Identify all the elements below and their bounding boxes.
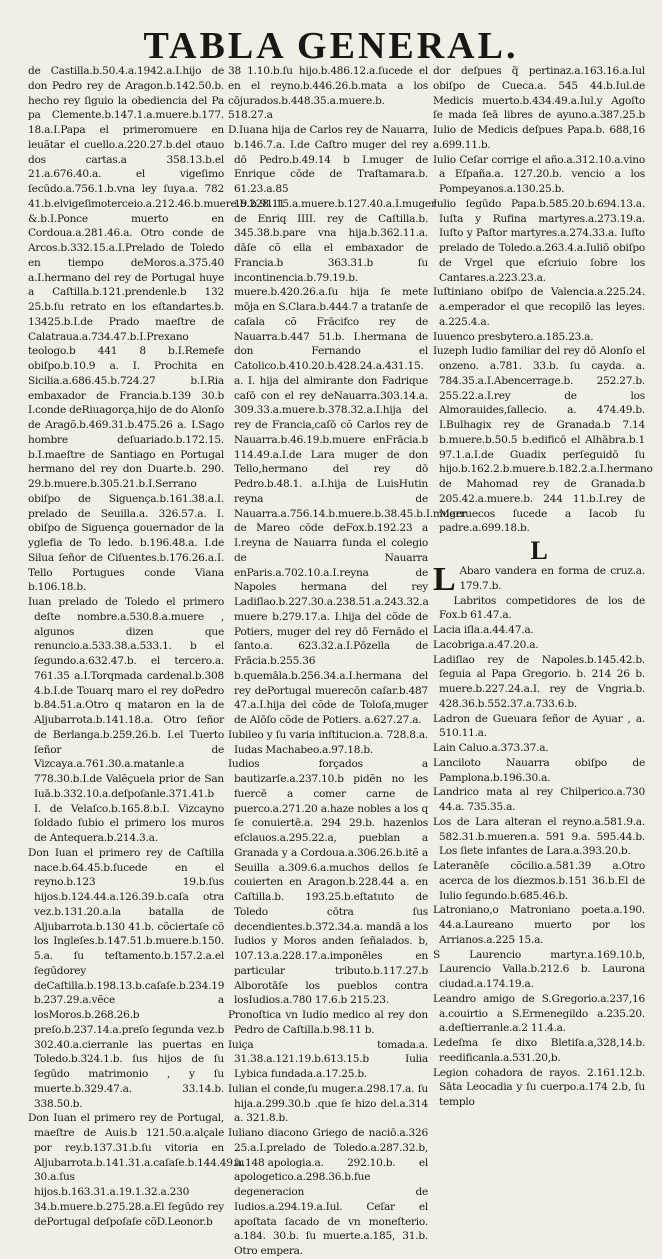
index-column-right [433,64,653,1108]
index-entry: Landrico mata al rey Chilperico.a.730 44.a. 735.35.a. [433,786,645,813]
page-title: TABLA GENERAL. [143,25,519,67]
index-entry: Los de Lara alteran el reyno.a.581.9.a. 582.31.b.mueren.a. 591 9.a. 595.44.b. Los ſiete infantes de Lara.a.393.20.b. [433,815,645,858]
index-entry: Iuzeph Iudio familiar del rey dō Alonſo el onzeno. a.781. 33.b. ſu cayda. a. 784.35.a.I.Abencerrage.b. 252.27.b. 255.22.a.I.rey de los Almorauides,ſallecio. a. 474.49.b. I.Bulhagix rey de Granada.b 7.14 b.muere.b.50.5 b.edificō el Alhābra.b.1 97.1.a.I.de Guadix perſeguidō ſu hijo.b.162.2.b.muere.b.182.2.a.I.hermano de Mahomad rey de Granada.b 205.42.a.muere.b. 244 11.b.I.rey de Marruecos ſucede a Iacob ſu padre.a.699.18.b. [433,345,653,535]
index-entry: Iuliano diacono Griego de naciō.a.326 25.a.I.prelado de Toledo.a.287.32.b, ſu apologia.a. 292.10.b. el apologetico.a.298.36.b.fue degeneracion de Iudios.a.294.19.a.Iul. Ceſar el apoſtata ſacado de vn moneſterio. a.184. 30.b. ſu muerte.a.185, 31.b. Otro empera. [228,1127,428,1257]
index-entry-continued: dor deſpues q̃ pertinaz.a.163.16.a.Iul obiſpo de Cueca.a. 545 44.b.Iul.de Medicis muerto.b.434.49.a.Iul.y Agoſto ſe mada ſeā libres de ayuno.a.387.25.b Iulio de Medicis deſpues Papa.b. 688,16 a.699.11.b. [433,65,645,151]
index-entry-dropcap [433,561,645,598]
index-entry: Iubileo y ſu varia inſtitucion.a. 728.8.a. Iudas Machabeo.a.97.18.b. [228,728,428,756]
index-entry-continued: 38 1.10.b.ſu hijo.b.486.12.a.ſucede el en el reyno.b.446.26.b.mata a los cōjurados.b.448.35.a.muere.b. 518.27.a [228,65,428,122]
index-column-left [28,64,285,1228]
index-entry: Lateranēſe cõcilio.a.581.39 a.Otro acerca de los diezmos.b.151 36.b.El de Iulio ſegundo.b.685.46.b. [433,860,645,902]
index-entry: Iulian el conde,ſu muger.a.298.17.a. ſu hija.a.299.30.b .que ſe hizo del.a.314 a. 321.8.b. [228,1082,428,1125]
index-entry: Iuan prelado de Toledo el primero deſte nombre.a.530.8.a.muere , algunos dizen que renuncio.a.533.38.a.533.1. b el ſegundo.a.632.47.b. el tercero.a. 761.35 a.I.Torqmada cardenal.b.308 4.b.I.de Touarq maro el rey doPedro b.84.51.a.Otro q mataron en la de Aljubarrota.b.141.18.a. Otro ſeñor de Berlanga.b.259.26.b. I.el Tuerto ſeñor de Vizcaya.a.761.30.a.matanle.a 778.30.b.I.de Valẽçuela prior de San Iuā.b.332.10.a.deſpoſanle.371.41.b I. de Velaſco.b.165.8.b.I. Vizcayno ſoldado ſubio el primero los muros de Antequera.b.214.3.a. [28,596,224,844]
index-entry: Latroniano,o Matroniano poeta.a.190. 44.a.Laureano muerto por los Arrianos.a.225 15.a. [433,904,645,946]
drop-cap-letter: L [433,561,456,598]
index-entry: Pronoſtica vn Iudio medico al rey don Pedro de Caſtilla.b.98.11 b. [228,1009,428,1036]
index-entry: Iuſtiniano obiſpo de Valencia.a.225.24. a.emperador el que recopilō las leyes. a.225.4.a. [433,286,645,328]
index-entry: Ladron de Gueuara ſeñor de Ayuar , a. 510.11.a. [433,712,645,740]
index-entry: D.Iuana hija de Carlos rey de Nauarra, b.146.7.a. I.de Caſtro muger del rey dō Pedro.b.49.14 b I.muger de Enrique cōde de Traſtamara.b. 61.23.a.85 19.b.91.15.a.muere.b.127.40.a.I.muger de Enriq IIII. rey de Caſtilla.b. 345.38.b.pare vna hija.b.362.11.a. dāſe cõ ella el embaxador de Francia.b 363.31.b ſu incontinencia.b.79.19.b. muere.b.420.26.a.ſu hija ſe mete mōja en S.Clara.b.444.7 a tratanſe de caſala cõ Frācifco rey de Nauarra.b.447 51.b. I.hermana de don Fernando el Catolico.b.410.20.b.428.24.a.431.15. a. I. hija del almirante don Fadrique caſō con el rey deNauarra.303.14.a. 309.33.a.muere.b.378.32.a.I.hija del rey de Francia,caſō cõ Carlos rey de Nauarra.b.46.19.b.muere enFrācia.b 114.49.a.I.de Lara muger de don Tello,hermano del rey dō Pedro.b.48.1. a.I.hija de LuisHutin reyna de Nauarra.a.756.14.b.muere.b.38.45.b.I.muger de Mareo cōde deFox.b.192.23 a I.reyna de Nauarra funda el colegio de Nauarra enParis.a.702.10.a.I.reyna de Napoles hermana del rey Ladiſlao.b.227.30.a.238.51.a.243.32.a muere b.279.17.a. I.hija del cõde de Potiers, muger del rey dō Fernādo el ſanto.a. 623.32.a.I.Pōzella de Frācia.b.255.36 b.quemāla.b.256.34.a.I.hermana del rey dePortugal muerecōn caſar.b.487 47.a.I.hija del cõde de Toloſa,muger de Alōſo cõde de Potiers. a.627.27.a. [228,124,467,726]
index-column-middle [228,64,467,1257]
index-entry: Iuiça tomada.a. 31.38.a.121.19.b.613.15.b Iulia Lybica fundada.a.17.25.b. [228,1038,428,1080]
index-entry: Ladiſlao rey de Napoles.b.145.42.b. ſeguia al Papa Gregorio. b. 214 26 b. muere.b.227.24.a.I. rey de Vngria.b. 428.36.b.552.37.a.733.6.b. [433,653,645,710]
index-entry-continued: de Castilla.b.50.4.a.1942.a.I.hijo de don Pedro rey de Aragon.b.142.50.b. hecho rey ſiguio la obediencia del Pa pa Clemente.b.147.1.a.muere.b.177. 18.a.I.Papa el primeromuere en leuãtar el cuello.a.220.27.b.del oͤtauo dos cartas.a 358.13.b.el 21.a.676.40.a. el vigeſimo ſecūdo.a.756.1.b.vna ley ſuya.a. 782 41.b.elvigeſimoterceio.a.212.46.b.muere.b.228.11 &.b.I.Ponce muerto en Cordoua.a.281.46.a. Otro conde de Arcos.b.332.15.a.I.Prelado de Toledo en tiempo deMoros.a.375.40 a.I.hermano del rey de Portugal huye a Caſtilla.b.121.prendenle.b 132 25.b.ſu retrato en los eſtandartes.b. 13425.b.I.de Prado maeſtre de Calatraua.a.734.47.b.I.Prexano teologo.b 441 8 b.I.Remefe obiſpo.b.10.9 a. I. Prochita en Sicilia.a.686.45.b.724.27 b.I.Ria embaxador de Francia.b.139 30.b I.conde deRiuagorça,hijo de do Alonſo de Aragõ.b.469.31.b.475.26 a. I.Sago hombre deſuariado.b.172.15. b.I.maeſtre de Santiago en Portugal hermano del rey don Duarte.b. 290. 29.b.muere.b.305.21.b.I.Serrano obiſpo de Siguença.b.161.38.a.I. prelado de Seuilla.a. 326.57.a. I. obiſpo de Siguença gouernador de la yglefia de To ledo. b.196.48.a. I.de Silua ſeñor de Ciſuentes.b.176.26.a.I. Tello Portugues conde Viana b.106.18.b. [28,65,285,594]
index-entry-text: Abaro vandera en forma de cruz.a. 179.7.b. [459,565,645,592]
index-entry: Don Iuan el primero rey de Portugal, maeſtre de Auis.b 121.50.a.alçale por rey.b.137.31.b.ſu vitoria en Aljubarrota.b.141.31.a.caſaſe.b.144.49.a.148 30.a.ſus hijos.b.163.31.a.19.1.32.a.230 34.b.muere.b.275.28.a.El ſegūdo rey dePortugal deſpoſaſe cõD.Leonor.b [28,1112,265,1228]
index-entry: Lanciloto Nauarra obiſpo de Pamplona.b.196.30.a. [433,756,645,784]
index-entry: Iudios forçados a bautizarſe.a.237.10.b pidẽn no les fuercē a comer carne de puerco.a.271.20 a.haze nobles a los q ſe conuiertē.a. 294 29.b. hazenlos eſclauos.a.295.22.a, pueblan a Granada y a Cordoua.a.306.26.b.itẽ a Seuilla a.309.6.a.muchos dellos ſe couierten en Aragon.b.228.44 a. en Caſtilla.b. 193.25.b.eſtatuto de Toledo cōtra ſus decendientes.b.372.34.a. mandā a los Iudios y Moros anden ſeñalados. b, 107.13.a.228.17.a.imponēles en particular tributo.b.117.27.b Alborotāſe los pueblos contra losIudios.a.780 17.6.b 215.23. [228,758,428,1007]
index-entry: Ledeſma ſe dixo Bletiſa.a,328,14.b. reedificanla.a.531.20,b. [433,1037,645,1064]
index-entry: Lacia iſla.a.44.47.a. [433,624,534,636]
index-entry: Lain Caluo.a.373.37.a. [433,742,549,754]
index-entry: Leandro amigo de S.Gregorio.a.237,16 a.couirtio a S.Ermenegildo a.235.20. a.deſtierranle.a.2 11.4.a. [433,992,645,1035]
section-letter-heading [433,536,645,565]
index-entry: Labritos competidores de los de Fox.b 61.47.a. [439,594,645,622]
index-entry: Iulio ſegūdo Papa.b.585.20.b.694.13.a. Iuſta y Rufina martyres.a.273.19.a. Iuſto y Paſtor martyres.a.274.33.a. Iuſto prelado de Toledo.a.263.4.a.Iuliō obiſpo de Vrgel que eſcriuio ſobre los Cantares.a.223.23.a. [433,197,645,284]
index-entry: S Laurencio martyr.a.169.10.b, Laurencio Valla.b.212.6 b. Laurona ciudad.a.174.19.a. [433,948,645,990]
index-entry: Don Iuan el primero rey de Caſtilla nace.b.64.45.b.ſucede en el reyno.b.123 19.b.ſus hijos.b.124.44.a.126.39.b.caſa otra vez.b.131.20.a.la batalla de Aljubarrota.b.130 41.b. cõciertaſe cõ los Ingleſes.b.147.51.b.muere.b.150. 5.a. ſu teſtamento.b.157.2.a.el ſegūdorey deCaſtilla.b.198.13.b.caſaſe.b.234.19 b.237.29.a.vẽce a losMoros.b.268.26.b preſo.b.237.14.a.preſo ſegunda vez.b 302.40.a.cierranle las puertas en Toledo.b.324.1.b. ſus hijos de ſu ſegūdo matrimonio , y ſu muerte.b.329.47.a. 33.14.b. 338.50.b. [28,846,225,1110]
section-letter: L [530,536,548,565]
index-entry: Legion cohadora de rayos. 2.161.12.b. Sāta Leocadia y ſu cuerpo.a.174 2.b, ſu templo [433,1066,645,1108]
index-entry: Iuuenco presbytero.a.185.23.a. [433,330,594,343]
index-entry: Iulio Ceſar corrige el año.a.312.10.a.vino a Eſpaña.a. 127.20.b. vencio a los Pompeyanos.a.130.25.b. [433,153,645,195]
index-entry: Lacobriga.a.47.20.a. [433,638,539,651]
